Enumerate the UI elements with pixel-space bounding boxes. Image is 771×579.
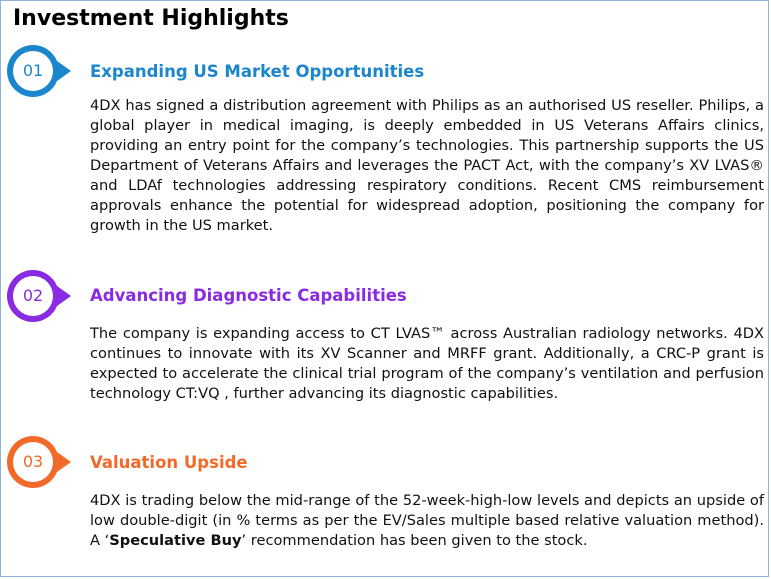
- item-heading: Expanding US Market Opportunities: [90, 62, 425, 81]
- badge-02: [5, 268, 71, 324]
- item-number: 03: [22, 452, 44, 471]
- badge-03: [5, 434, 71, 490]
- item-number: 01: [22, 61, 44, 80]
- item-body-text: ’ recommendation has been given to the stock.: [241, 532, 588, 549]
- item-heading: Valuation Upside: [90, 453, 248, 472]
- recommendation-text: Speculative Buy: [109, 532, 242, 549]
- item-body: 4DX has signed a distribution agreement with Philips as an authorised US reseller. Philips, a global player in medical imaging, is deeply embedded in US Veterans Affairs clinics, providing an entry point for the company’s technologies. This partnership supports the US Department of Veterans Affairs and leverages the PACT Act, with the company’s XV LVAS® and LDAf technologies addressing respiratory conditions. Recent CMS reimbursement approvals enhance the potential for widespread adoption, positioning the company for growth in the US market.: [90, 97, 764, 234]
- item-body-text: 4DX is trading below the mid-range of the 52-week-high-low levels and depicts an upside of low double-digit (in % terms as per the EV/Sales multiple based relative valuation method). A ‘: [90, 492, 764, 549]
- item-body: The company is expanding access to CT LVAS™ across Australian radiology networks. 4DX continues to innovate with its XV Scanner and MRFF grant. Additionally, a CRC-P grant is expected to accelerate the clinical trial program of the company’s ventilation and perfusion technology CT:VQ , further advancing its diagnostic capabilities.: [90, 325, 764, 402]
- page-title: Investment Highlights: [13, 6, 289, 31]
- item-heading: Advancing Diagnostic Capabilities: [90, 286, 407, 305]
- item-body: [90, 491, 764, 551]
- item-number: 02: [22, 286, 44, 305]
- badge-01: [5, 43, 71, 99]
